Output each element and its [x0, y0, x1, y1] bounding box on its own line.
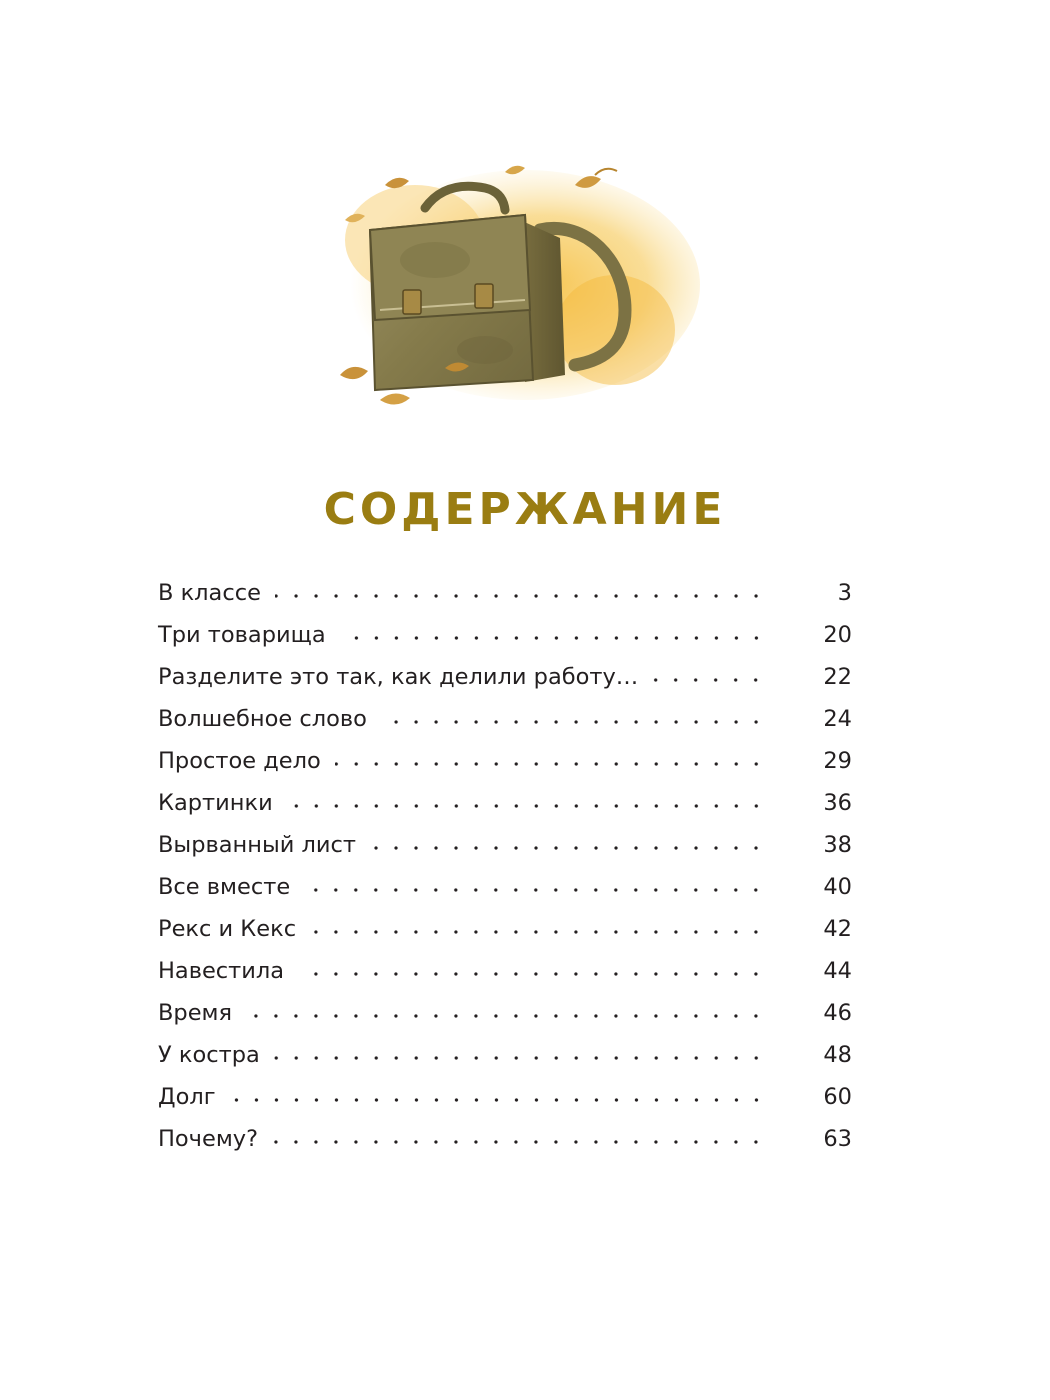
toc-entry[interactable]: [158, 958, 852, 1000]
toc-entry-title: Рекс и Кекс: [158, 916, 297, 942]
dot-leader: [652, 677, 766, 683]
toc-entry[interactable]: [158, 622, 852, 664]
toc-entry[interactable]: [158, 706, 852, 748]
toc-entry[interactable]: [158, 748, 852, 790]
toc-entry-page-number: 46: [823, 1000, 852, 1026]
toc-entry-page-number: 63: [823, 1126, 852, 1152]
dot-leader: [370, 845, 766, 851]
toc-entry-title: Разделите это так, как делили работу…: [158, 664, 639, 690]
dot-leader: [274, 1055, 766, 1061]
toc-entry[interactable]: [158, 1042, 852, 1084]
page-title: СОДЕРЖАНИЕ: [323, 484, 727, 535]
toc-entry-page-number: 29: [823, 748, 852, 774]
dot-leader: [246, 1013, 766, 1019]
toc-entry-page-number: 42: [823, 916, 852, 942]
toc-entry-title: Долг: [158, 1084, 216, 1110]
toc-entry[interactable]: [158, 664, 852, 706]
toc-entry-page-number: 3: [837, 580, 852, 606]
toc-entry-title: Навестила: [158, 958, 285, 984]
dot-leader: [304, 887, 766, 893]
toc-entry-page-number: 40: [823, 874, 852, 900]
dot-leader: [381, 719, 766, 725]
toc-entry-page-number: 38: [823, 832, 852, 858]
briefcase-illustration: [325, 160, 705, 425]
toc-entry[interactable]: [158, 1126, 852, 1168]
toc-entry[interactable]: [158, 580, 852, 622]
toc-entry-title: У костра: [158, 1042, 260, 1068]
toc-entry-title: Все вместе: [158, 874, 291, 900]
dot-leader: [310, 929, 766, 935]
toc-entry[interactable]: [158, 874, 852, 916]
toc-entry-title: Время: [158, 1000, 233, 1026]
toc-entry-page-number: 22: [823, 664, 852, 690]
toc-entry[interactable]: [158, 790, 852, 832]
dot-leader: [272, 1139, 766, 1145]
toc-entry-page-number: 60: [823, 1084, 852, 1110]
dot-leader: [287, 803, 766, 809]
toc-entry-title: Простое дело: [158, 748, 321, 774]
toc-entry-page-number: 44: [823, 958, 852, 984]
toc-entry-page-number: 36: [823, 790, 852, 816]
toc-entry-title: Картинки: [158, 790, 273, 816]
dot-leader: [298, 971, 766, 977]
toc-entry[interactable]: [158, 832, 852, 874]
toc-entry-title: Волшебное слово: [158, 706, 367, 732]
toc-entry[interactable]: [158, 1000, 852, 1042]
dot-leader: [340, 635, 766, 641]
toc-entry-title: Почему?: [158, 1126, 259, 1152]
toc-entry-page-number: 48: [823, 1042, 852, 1068]
dot-leader: [275, 593, 766, 599]
dot-leader: [230, 1097, 766, 1103]
table-of-contents: [158, 580, 852, 1168]
dot-leader: [335, 761, 766, 767]
toc-entry[interactable]: [158, 1084, 852, 1126]
toc-entry-page-number: 24: [823, 706, 852, 732]
toc-entry-title: В классе: [158, 580, 261, 606]
toc-entry-page-number: 20: [823, 622, 852, 648]
toc-entry-title: Три товарища: [158, 622, 326, 648]
toc-entry[interactable]: [158, 916, 852, 958]
toc-entry-title: Вырванный лист: [158, 832, 356, 858]
